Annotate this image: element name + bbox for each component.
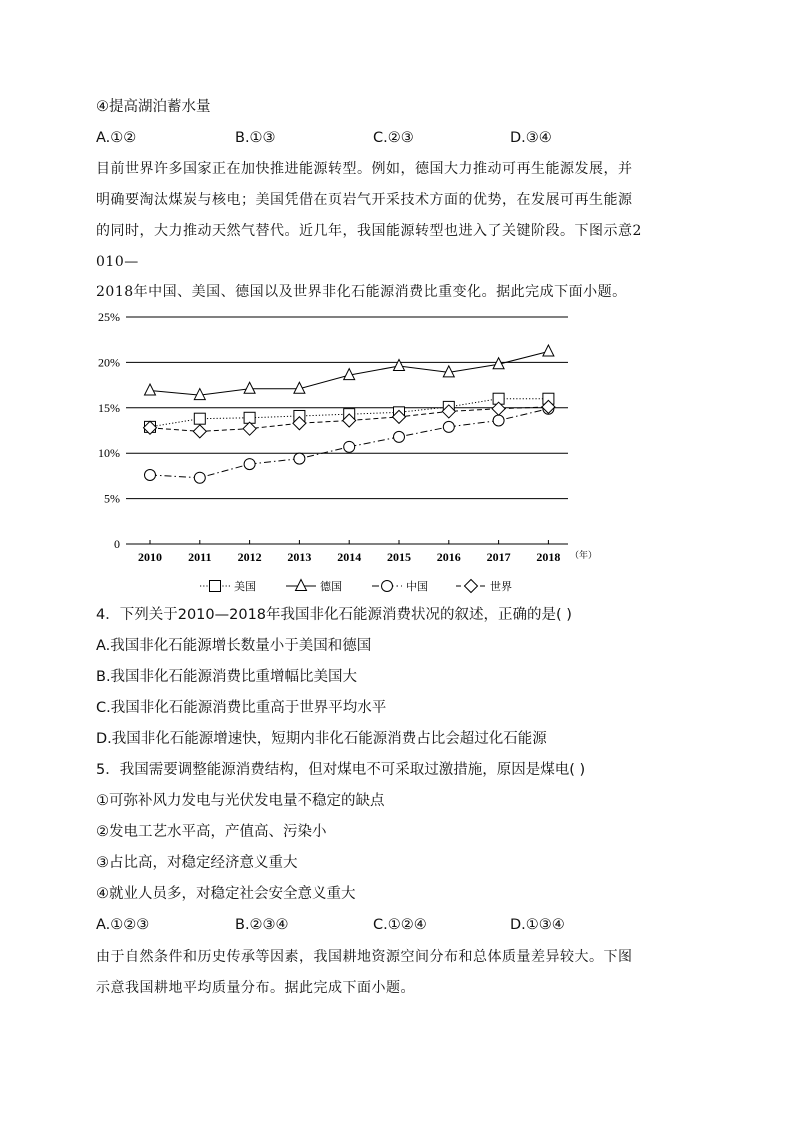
q5-option-a: A.①②③ (96, 917, 150, 933)
x-tick-label: 2013 (287, 550, 312, 564)
q5-item-1: ①可弥补风力发电与光伏发电量不稳定的缺点 (96, 793, 385, 809)
data-point (443, 421, 454, 432)
legend-marker (465, 580, 478, 593)
data-point (244, 382, 255, 393)
y-tick-label: 10% (98, 446, 120, 461)
x-tick-label: 2018 (536, 550, 561, 564)
y-tick-label: 0 (114, 537, 120, 551)
q3-option-d: D.③④ (510, 130, 552, 146)
x-tick-label: 2014 (337, 550, 362, 564)
x-tick-label: 2016 (436, 550, 461, 564)
data-point (394, 431, 405, 442)
q5-stem: 5．我国需要调整能源消费结构，但对煤电不可采取过激措施，原因是煤电( ) (96, 762, 586, 778)
legend-label: 世界 (490, 581, 512, 593)
passage1-line-1: 目前世界许多国家正在加快推进能源转型。例如，德国大力推动可再生能源发展，并 (96, 161, 633, 177)
q3-option-a: A.①② (96, 130, 137, 146)
q5-option-c: C.①②④ (373, 917, 427, 933)
data-point (145, 469, 156, 480)
data-point (294, 453, 305, 464)
data-point (145, 384, 156, 395)
passage2-line-2: 示意我国耕地平均质量分布。据此完成下面小题。 (96, 980, 415, 996)
q5-item-4: ④就业人员多，对稳定社会安全意义重大 (96, 886, 356, 902)
data-point (344, 441, 355, 452)
x-unit-label: （年） (570, 550, 598, 560)
x-tick-label: 2012 (237, 550, 262, 564)
q4-option-d: D.我国非化石能源增速快，短期内非化石能源消费占比会超过化石能源 (96, 731, 547, 747)
data-point (394, 360, 405, 371)
x-tick-label: 2011 (188, 550, 212, 564)
passage1-line-2: 明确要淘汰煤炭与核电；美国凭借在页岩气开采技术方面的优势，在发展可再生能源 (96, 192, 633, 208)
data-point (543, 345, 554, 356)
legend-marker (382, 581, 393, 592)
data-point (194, 472, 205, 483)
data-point (194, 413, 205, 424)
x-tick-label: 2010 (138, 550, 162, 564)
q3-item-4: ④提高湖泊蓄水量 (96, 99, 211, 115)
y-tick-label: 15% (98, 400, 120, 415)
q4-option-a: A.我国非化石能源增长数量小于美国和德国 (96, 638, 372, 654)
data-point (244, 459, 255, 470)
legend-label: 中国 (406, 581, 428, 593)
legend-label: 美国 (234, 581, 256, 593)
y-tick-label: 5% (104, 491, 120, 506)
data-point (243, 422, 256, 435)
passage1-line-4: 010— (96, 254, 139, 270)
passage1-line-5: 2018年中国、美国、德国以及世界非化石能源消费比重变化。据此完成下面小题。 (96, 284, 627, 300)
q4-option-c: C.我国非化石能源消费比重高于世界平均水平 (96, 700, 387, 716)
legend-marker (296, 580, 307, 591)
passage1-line-3: 的同时，大力推动天然气替代。近几年，我国能源转型也进入了关键阶段。下图示意2 (96, 223, 642, 239)
legend-marker (210, 581, 221, 592)
q4-option-b: B.我国非化石能源消费比重增幅比美国大 (96, 669, 358, 685)
data-point (194, 389, 205, 400)
data-point (193, 425, 206, 438)
q3-option-b: B.①③ (235, 130, 276, 146)
x-tick-label: 2017 (486, 550, 511, 564)
passage2-line-1: 由于自然条件和历史传承等因素，我国耕地资源空间分布和总体质量差异较大。下图 (96, 949, 633, 965)
q5-item-2: ②发电工艺水平高，产值高、污染小 (96, 824, 327, 840)
energy-share-line-chart (96, 305, 616, 597)
q5-option-d: D.①③④ (510, 917, 565, 933)
data-point (493, 415, 504, 426)
x-tick-label: 2015 (387, 550, 411, 564)
q4-stem: 4．下列关于2010—2018年我国非化石能源消费状况的叙述，正确的是( ) (96, 607, 572, 623)
legend-label: 德国 (320, 581, 342, 593)
y-tick-label: 20% (98, 355, 120, 370)
q5-option-b: B.②③④ (235, 917, 289, 933)
y-tick-label: 25% (98, 310, 120, 324)
q3-option-c: C.②③ (373, 130, 414, 146)
q5-item-3: ③占比高，对稳定经济意义重大 (96, 855, 298, 871)
